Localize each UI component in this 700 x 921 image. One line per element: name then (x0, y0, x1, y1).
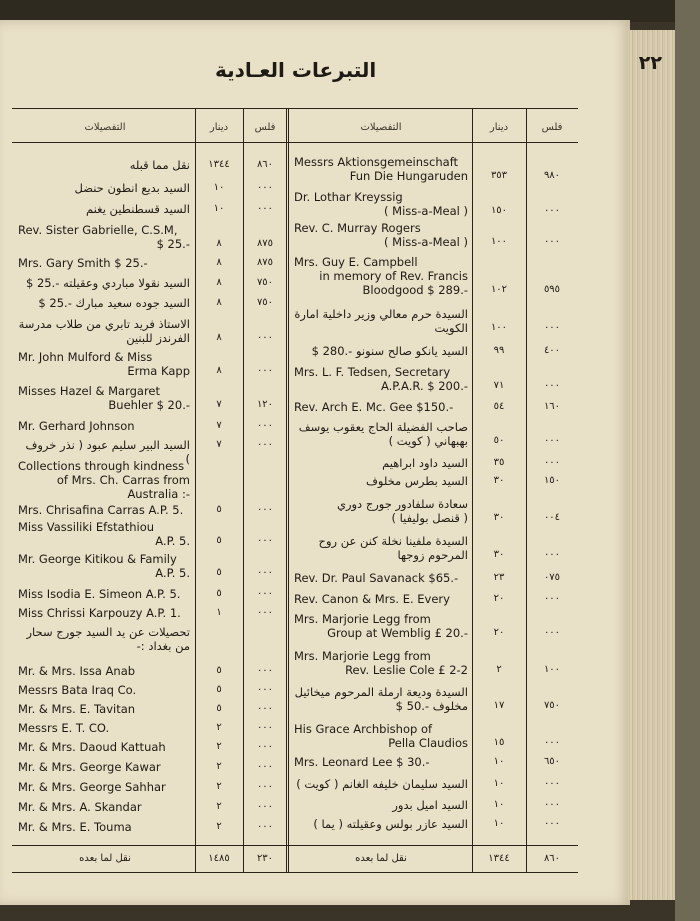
left_table-row-6-details: السيد جوده سعيد مبارك -.25 $ (38, 296, 190, 310)
left_table-row-20-fils: ٠٠٠ (256, 684, 274, 695)
left_table-row-25-dinar: ٢ (216, 781, 222, 792)
left_table-row-20-details: Messrs Bata Iraq Co. (18, 683, 137, 697)
left_table-row-21-fils: ٠٠٠ (256, 703, 274, 714)
left_table-row-7-fils: ٠٠٠ (256, 332, 274, 343)
right_table-row-21-details: السيد اميل بدور (392, 798, 468, 812)
left_table-row-22-fils: ٠٠٠ (256, 722, 274, 733)
right_table-row-1-fils: ٠٠٠ (543, 205, 561, 216)
left_table-row-4-fils: ٨٧٥ (256, 257, 274, 268)
right-fils-header: فلس (541, 122, 563, 133)
left_table-row-15-dinar: ٥ (216, 567, 222, 578)
left_table-row-5-details: السيد نقولا مباردي وعقيلته -.25 $ (26, 276, 190, 290)
left_table-row-8-line-0: Mr. John Mulford & Miss (18, 350, 153, 364)
right_table-row-19-dinar: ١٠ (493, 756, 505, 767)
right_table-row-22-details: السيد عازر بولس وعقيلته ( يما ) (313, 817, 468, 831)
left_table-row-27-details: Mr. & Mrs. E. Touma (18, 820, 132, 834)
right_table-row-6-details (294, 365, 468, 393)
left_table-row-27-fils: ٠٠٠ (256, 821, 274, 832)
right_table-row-8-dinar: ٥٠ (493, 435, 505, 446)
left_table-row-25-fils: ٠٠٠ (256, 781, 274, 792)
left_table-row-23-fils: ٠٠٠ (256, 741, 274, 752)
right_table-row-12-fils: ٠٠٠ (543, 549, 561, 560)
right_table-row-0-dinar: ٣٥٣ (490, 170, 508, 181)
left_table-row-13-dinar: ٥ (216, 504, 222, 515)
left_table-row-17-fils: ٠٠٠ (256, 607, 274, 618)
right_table-row-11-details: سعادة سلفادور جورج دوري ( قنصل بوليفيا ) (336, 497, 468, 525)
right_table-row-14-dinar: ٢٠ (493, 593, 505, 604)
right_table-row-15-line-1: Group at Wemblig £ 20.- (327, 626, 468, 640)
left_table-row-24-details: Mr. & Mrs. George Kawar (18, 760, 161, 774)
right_table-row-18-dinar: ١٥ (493, 737, 505, 748)
left-footer-dinar: ١٤٨٥ (208, 853, 230, 864)
page-title: التبرعات العـادية (215, 58, 377, 82)
left_table-row-26-fils: ٠٠٠ (256, 801, 274, 812)
left_table-row-10-fils: ٠٠٠ (256, 420, 274, 431)
right_table-row-20-details: السيد سليمان خليفه الغانم ( كويت ) (296, 777, 468, 791)
right_table-row-8-details: صاحب الفضيلة الحاج يعقوب يوسف بهبهاني ( كويت ) (298, 420, 468, 448)
right-details-header: التفصيلات (360, 122, 402, 133)
right_table-row-1-details (294, 190, 468, 218)
left_table-row-24-dinar: ٢ (216, 761, 222, 772)
total-rule (12, 845, 578, 846)
right-footer-label: نقل لما بعده (355, 853, 407, 864)
right_table-row-12-details: السيدة ملفينا نخلة كنن عن روح المرحوم زوجها (318, 534, 468, 562)
right_table-row-15-line-0: Mrs. Marjorie Legg from (294, 612, 431, 626)
left_table-row-7-details: الاستاذ فريد تابري من طلاب مدرسة الفرندز للبنين (18, 317, 190, 345)
right_table-row-2-fils: ٠٠٠ (543, 236, 561, 247)
right-dinar-header: دينار (489, 122, 509, 133)
left_table-row-2-details: السيد قسطنطين يغنم (86, 202, 190, 216)
right_table-row-4-dinar: ١٠٠ (490, 322, 508, 333)
left_table-row-9-details (18, 384, 190, 412)
right_table-row-11-fils: ٠٠٤ (543, 512, 561, 523)
right_table-row-6-dinar: ٧١ (493, 380, 505, 391)
left_table-row-14-line-0: Miss Vassiliki Efstathiou (18, 520, 155, 534)
book-binding-top (0, 0, 700, 22)
left_table-row-13-details: Mrs. Chrisafina Carras A.P. 5. (18, 503, 184, 517)
left_table-row-8-fils: ٠٠٠ (256, 365, 274, 376)
right_table-row-7-details: Rev. Arch E. Mc. Gee $150.- (294, 400, 454, 414)
right_table-row-16-line-0: Mrs. Marjorie Legg from (294, 649, 431, 663)
left_table-row-4-dinar: ٨ (216, 257, 222, 268)
left_table-row-27-dinar: ٢ (216, 821, 222, 832)
right_table-row-9-fils: ٠٠٠ (543, 457, 561, 468)
right_table-row-1-line-1: ( Miss-a-Meal ) (384, 204, 468, 218)
right_table-row-0-line-0: Messrs Aktionsgemeinschaft (294, 155, 459, 169)
left_table-row-9-dinar: ٧ (216, 399, 222, 410)
left_table-row-8-line-1: Erma Kapp (127, 364, 190, 378)
book-cover-edge (675, 0, 700, 921)
left_table-row-12-details (18, 459, 190, 501)
left_table-row-7-dinar: ٨ (216, 332, 222, 343)
left_table-row-4-details: Mrs. Gary Smith $ 25.- (18, 256, 148, 270)
page-edges (628, 30, 678, 900)
left_table-row-26-details: Mr. & Mrs. A. Skandar (18, 800, 142, 814)
right_table-row-16-fils: ١٠٠ (543, 664, 561, 675)
left_table-row-12-line-1: of Mrs. Ch. Carras from (56, 473, 190, 487)
left_table-row-9-line-0: Misses Hazel & Margaret (18, 384, 161, 398)
left_table-row-11-dinar: ٧ (216, 439, 222, 450)
left_table-row-25-details: Mr. & Mrs. George Sahhar (18, 780, 166, 794)
right_table-row-19-fils: ٦٥٠ (543, 756, 561, 767)
right_table-row-9-dinar: ٣٥ (493, 457, 505, 468)
right-footer-fils: ٨٦٠ (543, 853, 561, 864)
right_table-row-13-dinar: ٢٣ (493, 572, 505, 583)
right_table-row-22-fils: ٠٠٠ (543, 818, 561, 829)
right_table-row-18-line-1: Pella Claudios (388, 736, 468, 750)
right_table-row-17-details: السيدة وديعة ارملة المرحوم ميخائيل مخلوف -.50 $ (294, 685, 468, 713)
left_table-row-5-fils: ٧٥٠ (256, 277, 274, 288)
left-col-divider-2 (243, 108, 244, 872)
right_table-row-13-fils: ٠٧٥ (543, 572, 561, 583)
right_table-row-21-dinar: ١٠ (493, 799, 505, 810)
left_table-row-18-details: تحصيلات عن يد السيد جورج سحار من بغداد :- (26, 625, 190, 653)
right_table-row-11-dinar: ٣٠ (493, 512, 505, 523)
right_table-row-6-fils: ٠٠٠ (543, 380, 561, 391)
left_table-row-16-fils: ٠٠٠ (256, 588, 274, 599)
right_table-row-22-dinar: ١٠ (493, 818, 505, 829)
left_table-row-21-dinar: ٥ (216, 703, 222, 714)
right_table-row-16-line-1: Rev. Leslie Cole £ 2-2 (345, 663, 468, 677)
right_table-row-14-details: Rev. Canon & Mrs. E. Every (294, 592, 450, 606)
left-footer-fils: ٢٣٠ (256, 853, 274, 864)
left_table-row-21-details: Mr. & Mrs. E. Tavitan (18, 702, 136, 716)
left_table-row-22-dinar: ٢ (216, 722, 222, 733)
right_table-row-10-fils: ١٥٠ (543, 475, 561, 486)
right_table-row-3-line-0: Mrs. Guy E. Campbell (294, 255, 418, 269)
right_table-row-1-line-0: Dr. Lothar Kreyssig (294, 190, 403, 204)
left_table-row-22-details: Messrs E. T. CO. (18, 721, 110, 735)
left_table-row-17-details: Miss Chrissi Karpouzy A.P. 1. (18, 606, 181, 620)
right_table-row-0-fils: ٩٨٠ (543, 170, 561, 181)
right_table-row-5-details: السيد يانكو صالح سنونو -.280 $ (311, 344, 468, 358)
left_table-row-14-fils: ٠٠٠ (256, 535, 274, 546)
right_table-row-15-details (294, 612, 468, 640)
header-rule (12, 142, 578, 143)
left_table-row-12-line-2: Australia :- (127, 487, 190, 501)
right_table-row-7-dinar: ٥٤ (493, 401, 505, 412)
right_table-row-12-dinar: ٣٠ (493, 549, 505, 560)
left_table-row-3-line-0: Rev. Sister Gabrielle, C.S.M, (18, 223, 178, 237)
left_table-row-1-dinar: ١٠ (213, 182, 225, 193)
left_table-row-19-dinar: ٥ (216, 665, 222, 676)
right-footer-dinar: ١٣٤٤ (488, 853, 510, 864)
left_table-row-14-dinar: ٥ (216, 535, 222, 546)
right_table-row-18-fils: ٠٠٠ (543, 737, 561, 748)
left_table-row-2-dinar: ١٠ (213, 203, 225, 214)
right_table-row-1-dinar: ١٥٠ (490, 205, 508, 216)
top-rule (12, 108, 578, 109)
left_table-row-19-fils: ٠٠٠ (256, 665, 274, 676)
left_table-row-8-details (18, 350, 190, 378)
left_table-row-15-fils: ٠٠٠ (256, 567, 274, 578)
left_table-row-10-details: Mr. Gerhard Johnson (18, 419, 135, 433)
right_table-row-2-dinar: ١٠٠ (490, 236, 508, 247)
left_table-row-20-dinar: ٥ (216, 684, 222, 695)
right_table-row-13-details: Rev. Dr. Paul Savanack $65.- (294, 571, 459, 585)
right_table-row-21-fils: ٠٠٠ (543, 799, 561, 810)
left-dinar-header: دينار (209, 122, 229, 133)
right_table-row-6-line-1: A.P.A.R. $ 200.- (380, 379, 468, 393)
left_table-row-3-line-1: $ 25.- (156, 237, 190, 251)
bottom-rule (12, 872, 578, 873)
left_table-row-6-fils: ٧٥٠ (256, 297, 274, 308)
left-col-divider-1 (195, 108, 196, 872)
left_table-row-19-details: Mr. & Mrs. Issa Anab (18, 664, 136, 678)
right_table-row-3-line-2: Bloodgood $ 289.- (362, 283, 468, 297)
left_table-row-0-dinar: ١٣٤٤ (208, 159, 230, 170)
right_table-row-16-details (294, 649, 468, 677)
left_table-row-15-line-1: A.P. 5. (155, 566, 190, 580)
right_table-row-20-dinar: ١٠ (493, 778, 505, 789)
left_table-row-24-fils: ٠٠٠ (256, 761, 274, 772)
left_table-row-11-details: السيد البير سليم عبود ( نذر خروف ) (25, 438, 190, 466)
left_table-row-23-details: Mr. & Mrs. Daoud Kattuah (18, 740, 166, 754)
right_table-row-2-line-0: Rev. C. Murray Rogers (294, 221, 421, 235)
right_table-row-8-fils: ٠٠٠ (543, 435, 561, 446)
center-divider (286, 108, 289, 872)
right_table-row-0-details (294, 155, 468, 183)
left_table-row-16-dinar: ٥ (216, 588, 222, 599)
left_table-row-12-line-0: Collections through kindness (18, 459, 185, 473)
right_table-row-5-dinar: ٩٩ (493, 345, 505, 356)
left_table-row-3-fils: ٨٧٥ (256, 238, 274, 249)
right_table-row-9-details: السيد داود ابراهيم (382, 456, 468, 470)
left_table-row-13-fils: ٠٠٠ (256, 504, 274, 515)
right_table-row-2-line-1: ( Miss-a-Meal ) (384, 235, 468, 249)
left_table-row-17-dinar: ١ (216, 607, 222, 618)
right_table-row-3-dinar: ١٠٢ (490, 284, 508, 295)
page-number: ٢٢ (638, 52, 662, 74)
left_table-row-9-line-1: Buehler $ 20.- (108, 398, 190, 412)
right_table-row-18-line-0: His Grace Archbishop of (294, 722, 433, 736)
left_table-row-0-details: نقل مما قبله (129, 158, 190, 172)
left_table-row-8-dinar: ٨ (216, 365, 222, 376)
left-fils-header: فلس (254, 122, 276, 133)
right_table-row-19-details: Mrs. Leonard Lee $ 30.- (294, 755, 430, 769)
left_table-row-14-details (18, 520, 190, 548)
left_table-row-6-dinar: ٨ (216, 297, 222, 308)
right_table-row-7-fils: ١٦٠ (543, 401, 561, 412)
right_table-row-4-fils: ٠٠٠ (543, 322, 561, 333)
right_table-row-6-line-0: Mrs. L. F. Tedsen, Secretary (294, 365, 451, 379)
left_table-row-5-dinar: ٨ (216, 277, 222, 288)
right_table-row-18-details (294, 722, 468, 750)
right_table-row-5-fils: ٤٠٠ (543, 345, 561, 356)
left_table-row-15-details (18, 552, 190, 580)
left-footer-label: نقل لما بعده (79, 853, 131, 864)
left_table-row-1-details: السيد بديع انطون حنضل (74, 181, 190, 195)
left_table-row-3-details (18, 223, 190, 251)
left_table-row-14-line-1: A.P. 5. (155, 534, 190, 548)
left_table-row-10-dinar: ٧ (216, 420, 222, 431)
right_table-row-2-details (294, 221, 468, 249)
left_table-row-0-fils: ٨٦٠ (256, 159, 274, 170)
right_table-row-4-details: السيدة حرم معالي وزير داخلية امارة الكويت (294, 307, 468, 335)
right_table-row-10-details: السيد بطرس مخلوف (365, 474, 468, 488)
right_table-row-3-details (294, 255, 468, 297)
left_table-row-2-fils: ٠٠٠ (256, 203, 274, 214)
right_table-row-16-dinar: ٢ (496, 664, 502, 675)
right_table-row-15-dinar: ٢٠ (493, 627, 505, 638)
left_table-row-11-fils: ٠٠٠ (256, 439, 274, 450)
left_table-row-16-details: Miss Isodia E. Simeon A.P. 5. (18, 587, 181, 601)
right_table-row-17-dinar: ١٧ (493, 700, 505, 711)
left_table-row-1-fils: ٠٠٠ (256, 182, 274, 193)
right_table-row-0-line-1: Fun Die Hungaruden (349, 169, 468, 183)
right_table-row-17-fils: ٧٥٠ (543, 700, 561, 711)
right_table-row-3-line-1: in memory of Rev. Francis (319, 269, 468, 283)
right_table-row-20-fils: ٠٠٠ (543, 778, 561, 789)
right_table-row-3-fils: ٥٩٥ (543, 284, 561, 295)
left_table-row-15-line-0: Mr. George Kitikou & Family (18, 552, 177, 566)
left_table-row-9-fils: ١٢٠ (256, 399, 274, 410)
left_table-row-3-dinar: ٨ (216, 238, 222, 249)
left_table-row-26-dinar: ٢ (216, 801, 222, 812)
right_table-row-10-dinar: ٣٠ (493, 475, 505, 486)
left-details-header: التفصيلات (84, 122, 126, 133)
left_table-row-23-dinar: ٢ (216, 741, 222, 752)
right_table-row-15-fils: ٠٠٠ (543, 627, 561, 638)
right_table-row-14-fils: ٠٠٠ (543, 593, 561, 604)
